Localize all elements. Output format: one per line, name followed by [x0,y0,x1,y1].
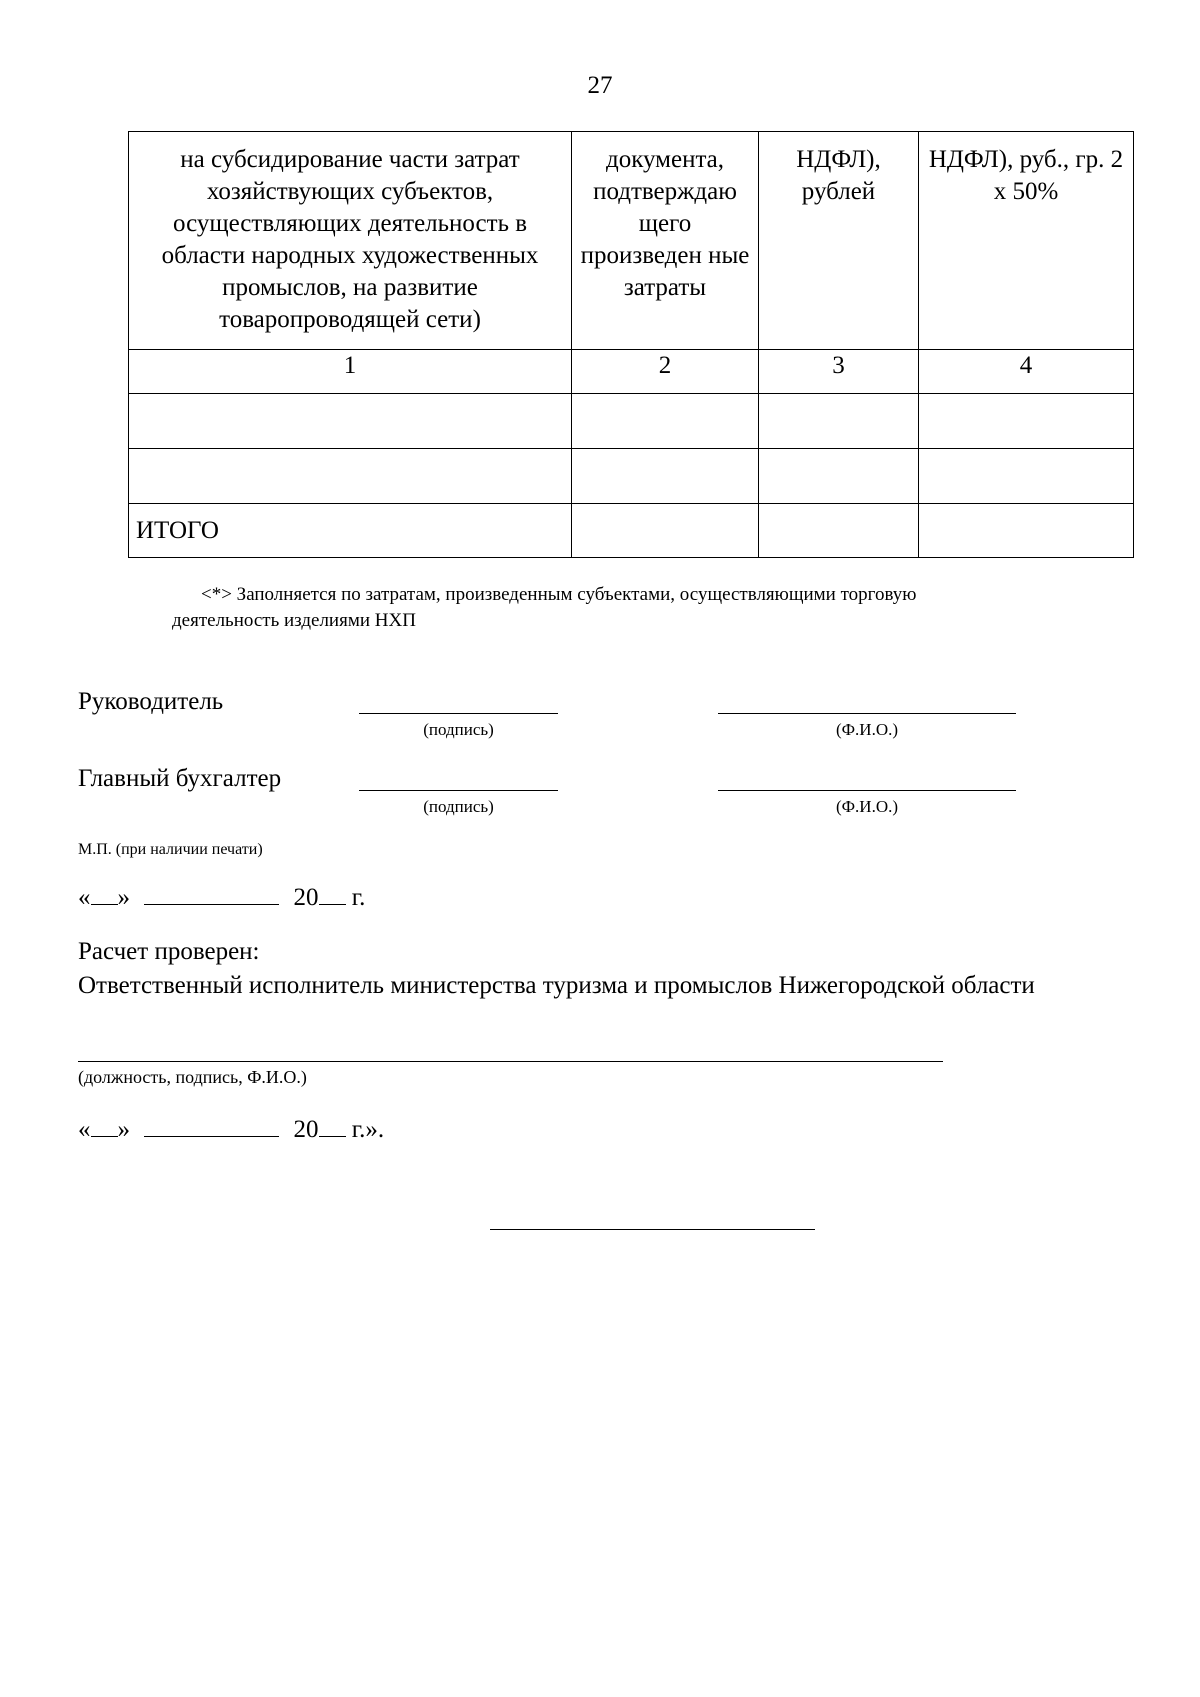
table-row [129,394,1134,449]
costs-table [128,131,1134,558]
table-cell[interactable] [572,449,759,504]
director-signature-caption: (подпись) [423,720,494,739]
accountant-signature-line[interactable] [359,790,558,791]
table-cell[interactable] [759,449,919,504]
date-line-2: « » 20 г.». [78,1116,385,1143]
table-cell[interactable] [759,394,919,449]
footnote-line-1: <*> Заполняется по затратам, произведенным субъектами, осуществляющими торговую [201,584,917,605]
table-cell[interactable] [129,449,572,504]
director-signature-line[interactable] [359,713,558,714]
column-number: 4 [919,350,1134,394]
table-cell[interactable] [129,394,572,449]
day-blank[interactable] [91,1114,118,1137]
table-cell[interactable] [919,504,1134,558]
header-cell-subsidy: НДФЛ), руб., гр. 2 x 50% [919,132,1134,350]
month-blank[interactable] [144,882,279,905]
year-blank[interactable] [319,882,346,905]
date-line-1: « » 20 г. [78,884,366,911]
verifier-signature-line[interactable] [78,1061,943,1062]
column-number: 2 [572,350,759,394]
verifier-caption: (должность, подпись, Ф.И.О.) [78,1067,307,1087]
verification-title: Расчет проверен: [78,938,260,965]
total-label: ИТОГО [129,504,572,558]
footnote [172,582,1072,634]
column-numbers-row [129,350,1134,394]
accountant-name-caption: (Ф.И.О.) [835,797,899,816]
day-blank[interactable] [91,882,118,905]
accountant-signature-caption: (подпись) [423,797,494,816]
table-row [129,449,1134,504]
header-cell-amount: НДФЛ), рублей [759,132,919,350]
verification-text: Ответственный исполнитель министерства туризма и промыслов Нижегородской области [78,972,1035,999]
table-cell[interactable] [572,394,759,449]
table-cell[interactable] [572,504,759,558]
director-name-caption: (Ф.И.О.) [835,720,899,739]
year-blank[interactable] [319,1114,346,1137]
column-number: 3 [759,350,919,394]
table-cell[interactable] [919,394,1134,449]
accountant-name-line[interactable] [718,790,1016,791]
stamp-note: М.П. (при наличии печати) [78,841,263,858]
table-cell[interactable] [919,449,1134,504]
total-row [129,504,1134,558]
header-cell-purpose: на субсидирование части затрат хозяйствующих субъектов, осуществляющих деятельность в области народных художественных промыслов, на развитие товаропроводящей сети) [129,132,572,350]
table-header-row [129,132,1134,350]
month-blank[interactable] [144,1114,279,1137]
table-cell[interactable] [759,504,919,558]
chief-accountant-label: Главный бухгалтер [78,765,282,792]
end-divider-line [490,1229,815,1230]
page-number: 27 [587,72,613,99]
footnote-line-2: деятельность изделиями НХП [172,610,416,631]
header-cell-document: документа, подтверждаю щего произведен ные затраты [572,132,759,350]
director-label: Руководитель [78,688,224,715]
director-name-line[interactable] [718,713,1016,714]
column-number: 1 [129,350,572,394]
